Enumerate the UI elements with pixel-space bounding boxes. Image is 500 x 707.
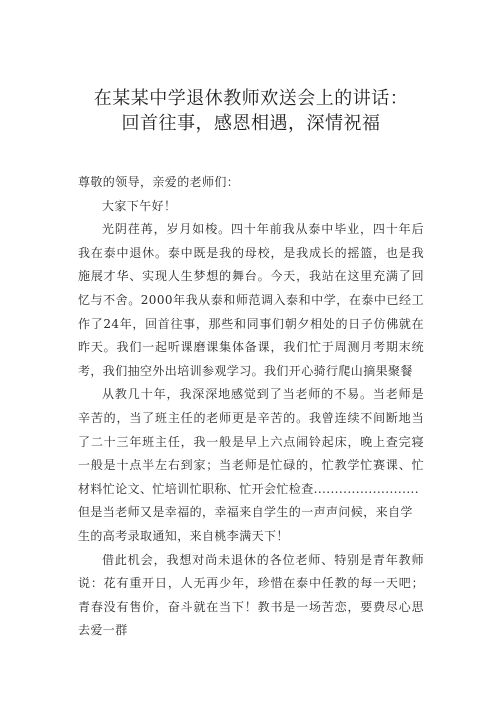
paragraph-advice: 借此机会，我想对尚未退休的各位老师、特别是青年教师说：花有重开日，人无再少年，珍惜在泰中任教的每一天吧；青春没有售价，奋斗就在当下！教书是一场苦恋，要费尽心思去爱一群 — [78, 552, 424, 638]
page-title — [78, 86, 424, 136]
title-line-2: 回首往事，感恩相遇，深情祝福 — [121, 113, 381, 134]
title-line-1: 在某某中学退休教师欢送会上的讲话： — [93, 88, 409, 109]
speech-body — [78, 171, 424, 643]
paragraph-hardship: 从教几十年，我深深地感觉到了当老师的不易。当老师是辛苦的，当了班主任的老师更是辛苦的。我曾连续不间断地当了二十三年班主任，我一般是早上六点闹铃起床，晚上查完寝一般是十点半左右到家；当老师是忙碌的，忙教学忙赛课、忙材料忙论文、忙培训忙职称、忙开会忙检查......................... — [78, 387, 424, 496]
greeting-paragraph: 大家下午好！ — [102, 198, 177, 213]
paragraph-memories: 光阴荏苒，岁月如梭。四十年前我从泰中毕业，四十年后我在泰中退休。泰中既是我的母校，是我成长的摇篮，也是我施展才华、实现人生梦想的舞台。今天，我站在这里充满了回忆与不舍。2000年我从泰和师范调入泰和中学，在泰中已经工作了24年，回首往事，那些和同事们朝夕相处的日子仿佛就在昨天。我们一起听课磨课集体备课，我们忙于周测月考期末统考，我们抽空外出培训参观学习。我们开心骑行爬山摘果聚餐 — [78, 222, 424, 378]
salutation: 尊敬的领导，亲爱的老师们： — [78, 175, 240, 189]
paragraph-happiness: 但是当老师又是幸福的，幸福来自学生的一声声问候，来自学生的高考录取通知，来自桃李满天下！ — [78, 505, 413, 543]
